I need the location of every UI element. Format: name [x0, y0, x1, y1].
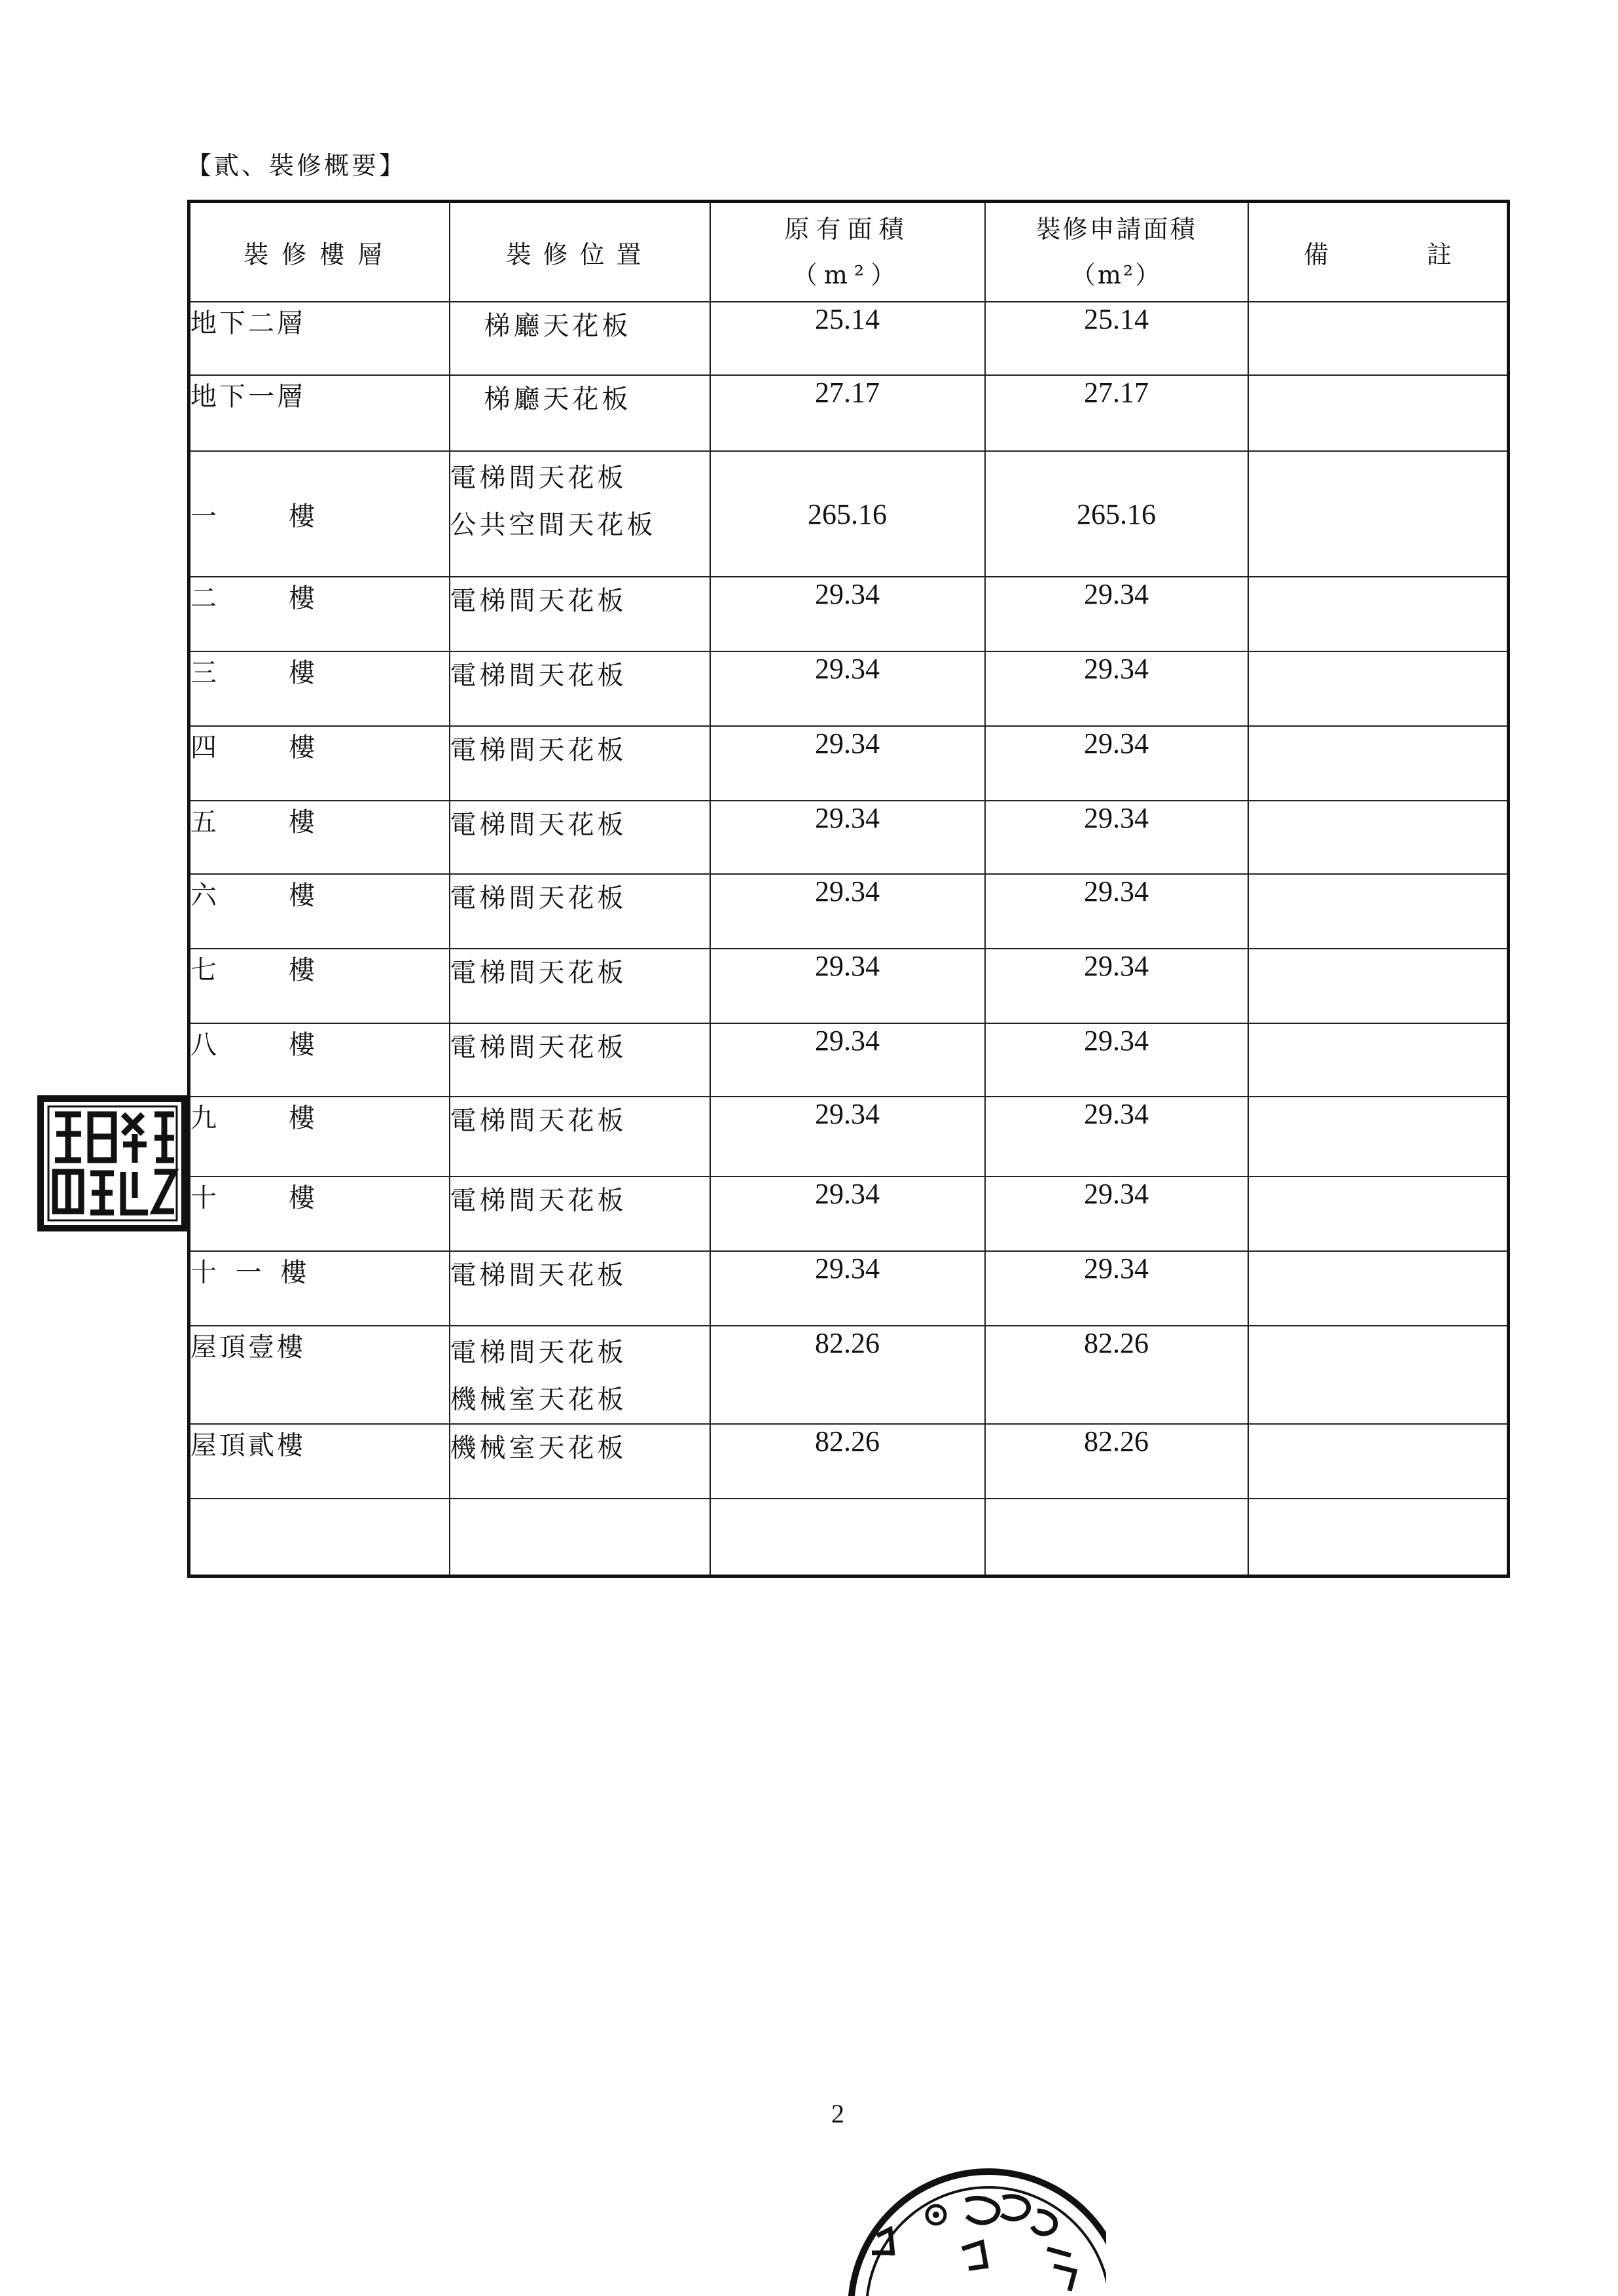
empty-cell	[985, 1499, 1248, 1576]
note-cell	[1248, 302, 1509, 375]
applied-area-cell: 29.34	[985, 1023, 1248, 1097]
empty-cell	[450, 1499, 710, 1576]
floor-suffix: 樓	[289, 881, 315, 911]
floor-number: 五	[190, 807, 217, 837]
position-cell	[450, 949, 710, 1023]
floor-cell	[189, 1176, 450, 1251]
applied-area-cell: 29.34	[985, 874, 1248, 949]
note-cell	[1248, 1251, 1509, 1326]
floor-suffix: 樓	[289, 1183, 315, 1213]
floor-cell	[189, 451, 450, 577]
floor-number: 一	[190, 501, 217, 532]
position-line: 機械室天花板	[450, 1385, 627, 1415]
position-line: 電梯間天花板	[450, 1186, 627, 1216]
note-cell	[1248, 577, 1509, 651]
position-line: 電梯間天花板	[450, 661, 627, 691]
table-row	[189, 451, 1509, 577]
note-cell	[1248, 651, 1509, 726]
original-area-cell: 29.34	[710, 1251, 985, 1326]
note-cell	[1248, 801, 1509, 874]
note-cell	[1248, 874, 1509, 949]
header-note	[1248, 202, 1509, 302]
table-row	[189, 1023, 1509, 1097]
floor-cell	[189, 577, 450, 651]
floor-suffix: 樓	[289, 583, 315, 613]
header-position: 裝修位置	[450, 202, 710, 302]
position-cell	[450, 1176, 710, 1251]
position-line: 梯廳天花板	[484, 384, 632, 414]
floor-number: 六	[190, 881, 217, 911]
original-area-cell: 29.34	[710, 577, 985, 651]
table-row	[189, 1326, 1509, 1424]
position-line: 電梯間天花板	[450, 586, 627, 616]
floor-suffix: 樓	[289, 807, 315, 837]
table-row	[189, 1251, 1509, 1326]
applied-area-cell: 29.34	[985, 577, 1248, 651]
position-line: 電梯間天花板	[450, 810, 627, 840]
floor-cell: 屋頂貳樓	[189, 1424, 450, 1499]
table-header-row	[189, 202, 1509, 302]
table-row	[189, 801, 1509, 874]
position-line: 電梯間天花板	[450, 735, 627, 765]
position-cell	[450, 451, 710, 577]
position-cell	[450, 801, 710, 874]
table-row	[189, 651, 1509, 726]
note-cell	[1248, 726, 1509, 801]
membership-stamp-icon	[831, 2138, 1106, 2296]
original-area-cell: 29.34	[710, 1097, 985, 1176]
position-cell	[450, 1326, 710, 1424]
empty-cell	[189, 1499, 450, 1576]
applied-area-cell: 29.34	[985, 1251, 1248, 1326]
applied-area-cell: 29.34	[985, 801, 1248, 874]
header-applied-area-unit: （m²）	[1070, 261, 1162, 289]
original-area-cell: 265.16	[710, 451, 985, 577]
floor-cell: 十 一 樓	[189, 1251, 450, 1326]
table-row	[189, 375, 1509, 451]
original-area-cell: 82.26	[710, 1326, 985, 1424]
floor-cell: 屋頂壹樓	[189, 1326, 450, 1424]
header-original-area	[710, 202, 985, 302]
page-number: 2	[831, 2099, 844, 2128]
header-note-right: 註	[1426, 240, 1452, 269]
table-row	[189, 949, 1509, 1023]
position-cell	[450, 1023, 710, 1097]
floor-number: 十	[190, 1183, 217, 1213]
applied-area-cell: 25.14	[985, 302, 1248, 375]
floor-cell: 地下二層	[189, 302, 450, 375]
header-applied-area	[985, 202, 1248, 302]
table-row	[189, 1424, 1509, 1499]
original-area-cell: 29.34	[710, 949, 985, 1023]
empty-cell	[710, 1499, 985, 1576]
applied-area-cell: 29.34	[985, 1097, 1248, 1176]
note-cell	[1248, 375, 1509, 451]
renovation-summary-table	[187, 200, 1510, 1578]
original-area-cell: 25.14	[710, 302, 985, 375]
note-cell	[1248, 1176, 1509, 1251]
applied-area-cell: 82.26	[985, 1424, 1248, 1499]
applied-area-cell: 27.17	[985, 375, 1248, 451]
position-line: 電梯間天花板	[450, 1106, 627, 1136]
floor-number: 七	[190, 955, 217, 985]
note-cell	[1248, 1326, 1509, 1424]
floor-cell	[189, 1023, 450, 1097]
floor-cell	[189, 801, 450, 874]
floor-suffix: 樓	[289, 955, 315, 985]
applied-area-cell: 29.34	[985, 949, 1248, 1023]
position-line: 梯廳天花板	[484, 311, 632, 341]
floor-number: 八	[190, 1030, 217, 1060]
position-cell	[450, 1424, 710, 1499]
architect-seal-icon	[37, 1095, 189, 1232]
original-area-cell: 29.34	[710, 651, 985, 726]
floor-cell	[189, 651, 450, 726]
floor-suffix: 樓	[289, 501, 315, 532]
floor-suffix: 樓	[289, 733, 315, 763]
header-applied-area-label: 裝修申請面積	[1035, 215, 1197, 244]
original-area-cell: 29.34	[710, 1176, 985, 1251]
header-original-area-label: 原有面積	[784, 215, 910, 244]
position-cell	[450, 651, 710, 726]
floor-number: 四	[190, 733, 217, 763]
table-row	[189, 1176, 1509, 1251]
applied-area-cell: 265.16	[985, 451, 1248, 577]
floor-cell	[189, 726, 450, 801]
table-row	[189, 726, 1509, 801]
original-area-cell: 29.34	[710, 801, 985, 874]
floor-suffix: 樓	[289, 1103, 315, 1133]
original-area-cell: 27.17	[710, 375, 985, 451]
note-cell	[1248, 1023, 1509, 1097]
position-cell	[450, 577, 710, 651]
note-cell	[1248, 1424, 1509, 1499]
position-line: 電梯間天花板	[450, 1260, 627, 1290]
original-area-cell: 29.34	[710, 874, 985, 949]
position-line: 電梯間天花板	[450, 958, 627, 988]
section-heading: 【貳、裝修概要】	[187, 151, 407, 180]
position-cell	[450, 1097, 710, 1176]
applied-area-cell: 29.34	[985, 1176, 1248, 1251]
floor-number: 九	[190, 1103, 217, 1133]
table-row-empty	[189, 1499, 1509, 1576]
floor-number: 三	[190, 658, 217, 688]
header-original-area-unit: （m²）	[792, 261, 903, 289]
floor-suffix: 樓	[289, 1030, 315, 1060]
table-row	[189, 1097, 1509, 1176]
floor-suffix: 樓	[289, 658, 315, 688]
applied-area-cell: 29.34	[985, 726, 1248, 801]
position-cell	[450, 726, 710, 801]
applied-area-cell: 29.34	[985, 651, 1248, 726]
position-cell	[450, 1251, 710, 1326]
floor-cell: 地下一層	[189, 375, 450, 451]
header-note-left: 備	[1303, 240, 1329, 269]
position-line: 電梯間天花板	[450, 1032, 627, 1063]
position-cell	[450, 375, 710, 451]
position-line: 公共空間天花板	[450, 510, 656, 540]
table-row	[189, 302, 1509, 375]
floor-number: 二	[190, 583, 217, 613]
applied-area-cell: 82.26	[985, 1326, 1248, 1424]
floor-cell	[189, 1097, 450, 1176]
floor-cell	[189, 874, 450, 949]
original-area-cell: 29.34	[710, 726, 985, 801]
empty-cell	[1248, 1499, 1509, 1576]
header-floor: 裝修樓層	[189, 202, 450, 302]
position-line: 電梯間天花板	[450, 1338, 627, 1368]
table-row	[189, 874, 1509, 949]
note-cell	[1248, 1097, 1509, 1176]
original-area-cell: 29.34	[710, 1023, 985, 1097]
note-cell	[1248, 949, 1509, 1023]
position-line: 電梯間天花板	[450, 883, 627, 913]
position-cell	[450, 302, 710, 375]
position-line: 電梯間天花板	[450, 463, 627, 493]
position-cell	[450, 874, 710, 949]
position-line: 機械室天花板	[450, 1433, 627, 1463]
original-area-cell: 82.26	[710, 1424, 985, 1499]
table-row	[189, 577, 1509, 651]
floor-cell	[189, 949, 450, 1023]
note-cell	[1248, 451, 1509, 577]
